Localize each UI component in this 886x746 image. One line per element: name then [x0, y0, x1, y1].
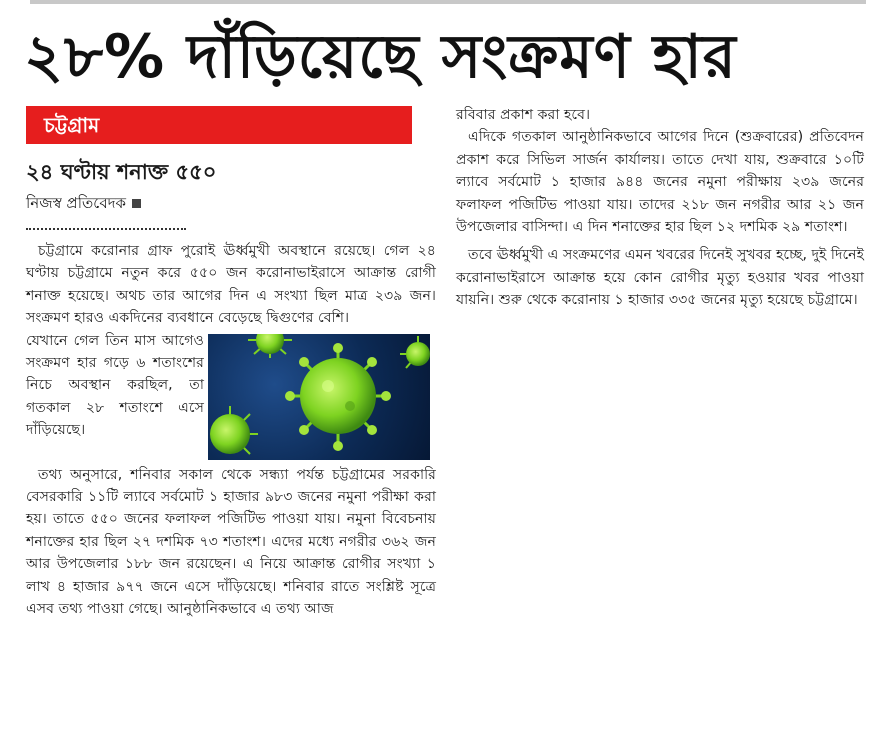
body-paragraph: তথ্য অনুসারে, শনিবার সকাল থেকে সন্ধ্যা পর্যন্ত চট্টগ্রামের সরকারি বেসরকারি ১১টি ল্যাবে সর্বমোট ১ হাজার ৯৮৩ জনের নমুনা পরীক্ষা করা হয়। তাতে ৫৫০ জনের ফলাফল পজিটিভ পাওয়া যায়। নমুনা বিবেচনায় শনাক্তের হার ছিল ২৭ দশমিক ৭৩ শতাংশ। এদের মধ্যে নগরীর ৩৬২ জন আর উপজেলার ১৮৮ জন রয়েছেন। এ নিয়ে আক্রান্ত রোগীর সংখ্যা ১ লাখ ৪ হাজার ৯৭৭ জনে এসে দাঁড়িয়েছে। শনিবার রাতে সংশ্লিষ্ট সূত্রে এসব তথ্য পাওয়া গেছে। আনুষ্ঠানিকভাবে এ তথ্য আজ	[26, 466, 436, 618]
byline	[26, 192, 436, 214]
coronavirus-illustration	[208, 334, 430, 460]
body-paragraph: রবিবার প্রকাশ করা হবে।	[456, 107, 591, 123]
image-wrap-block	[26, 330, 436, 464]
virus-small-top	[248, 334, 292, 358]
body-paragraph: এদিকে গতকাল আনুষ্ঠানিকভাবে আগের দিনে (শুক্রবারের) প্রতিবেদন প্রকাশ করে সিভিল সার্জন কার্যালয়। তাতে দেখা যায়, শুক্রবারে ১০টি ল্যাবে সর্বমোট ১ হাজার ৯৪৪ জনের নমুনা পরীক্ষায় ২৩৯ জনের ফলাফল পজিটিভ পাওয়া যায়। তাদের ২১৮ জন নগরীর আর ২১ জন উপজেলার বাসিন্দা। এ দিন শনাক্তের হার ছিল ১২ দশমিক ২৯ শতাংশ।	[456, 129, 864, 236]
right-column	[456, 104, 864, 312]
top-rule	[30, 0, 866, 4]
virus-main	[285, 343, 391, 451]
subheadline: ২৪ ঘণ্টায় শনাক্ত ৫৫০	[26, 160, 217, 184]
virus-small-left	[210, 406, 258, 454]
left-column	[26, 106, 436, 620]
coronavirus-icon	[208, 334, 430, 460]
square-icon	[132, 199, 141, 208]
location-banner	[26, 106, 412, 144]
byline-text: নিজস্ব প্রতিবেদক	[26, 194, 127, 212]
headline: ২৮% দাঁড়িয়েছে সংক্রমণ হার	[24, 22, 737, 92]
body-paragraph: তবে ঊর্ধ্বমুখী এ সংক্রমণের এমন খবরের দিনেই সুখবর হচ্ছে, দুই দিনেই করোনাভাইরাসে আক্রান্ত হয়ে কোন রোগীর মৃত্যু হওয়ার খবর পাওয়া যায়নি। শুরু থেকে করোনায় ১ হাজার ৩৩৫ জনের মৃত্যু হয়েছে চট্টগ্রামে।	[456, 247, 864, 309]
dotted-separator	[26, 228, 186, 230]
body-paragraph: চট্টগ্রামে করোনার গ্রাফ পুরোই ঊর্ধ্বমুখী অবস্থানে রয়েছে। গেল ২৪ ঘণ্টায় চট্টগ্রামে নতুন করে ৫৫০ জন করোনাভাইরাসে আক্রান্ত রোগী শনাক্ত হয়েছে। অথচ তার আগের দিন এ সংখ্যা ছিল মাত্র ২৩৯ জন। সংক্রমণ হারও একদিনের ব্যবধানে বেড়েছে দ্বিগুণের বেশি।	[26, 243, 436, 327]
location-label: চট্টগ্রাম	[44, 113, 100, 137]
body-paragraph-wrap: যেখানে গেল তিন মাস আগেও সংক্রমণ হার গড়ে ৬ শতাংশের নিচে অবস্থান করছিল, তা গতকাল ২৮ শতাংশে এসে দাঁড়িয়েছে।	[26, 332, 204, 439]
virus-small-right	[400, 336, 430, 368]
